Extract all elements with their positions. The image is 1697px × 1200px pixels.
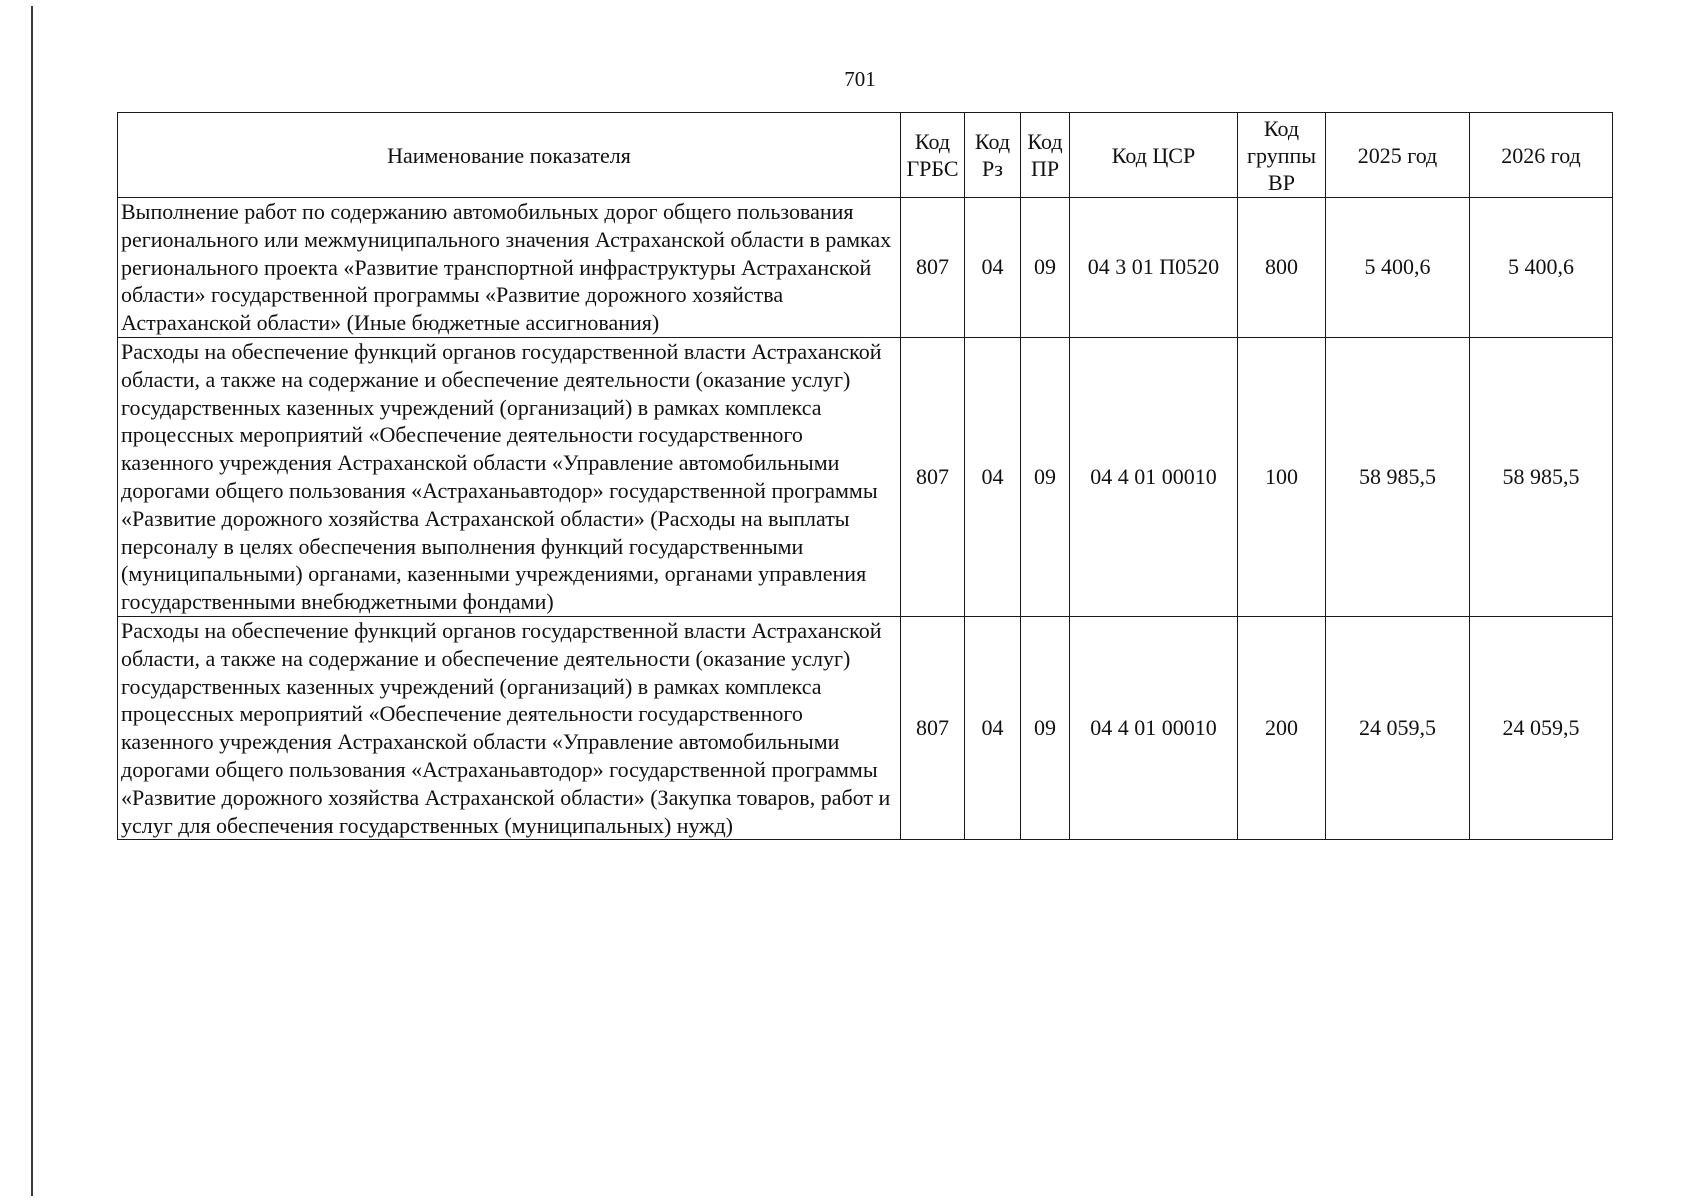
page-margin-line xyxy=(31,6,33,1196)
row-rz: 04 xyxy=(965,198,1021,338)
row-rz: 04 xyxy=(965,337,1021,616)
row-2025: 5 400,6 xyxy=(1326,198,1470,338)
table-header-row xyxy=(118,113,1613,198)
row-pr: 09 xyxy=(1021,337,1070,616)
row-name: Выполнение работ по содержанию автомобильных дорог общего пользования регионального или межмуниципального значения Астраханской области в рамках регионального проекта «Развитие транспортной инфраструктуры Астраханской области» государственной программы «Развитие дорожного хозяйства Астраханской области» (Иные бюджетные ассигнования) xyxy=(118,198,901,338)
header-grbs: Код ГРБС xyxy=(901,113,965,198)
row-2026: 24 059,5 xyxy=(1470,616,1613,839)
row-pr: 09 xyxy=(1021,616,1070,839)
row-csr: 04 4 01 00010 xyxy=(1070,337,1238,616)
row-vr: 200 xyxy=(1238,616,1326,839)
row-grbs: 807 xyxy=(901,198,965,338)
header-vr: Код группы ВР xyxy=(1238,113,1326,198)
header-2026: 2026 год xyxy=(1470,113,1613,198)
row-grbs: 807 xyxy=(901,616,965,839)
row-name: Расходы на обеспечение функций органов государственной власти Астраханской области, а также на содержание и обеспечение деятельности (оказание услуг) государственных казенных учреждений (организаций) в рамках комплекса процессных мероприятий «Обеспечение деятельности государственного казенного учреждения Астраханской области «Управление автомобильными дорогами общего пользования «Астраханьавтодор» государственной программы «Развитие дорожного хозяйства Астраханской области» (Закупка товаров, работ и услуг для обеспечения государственных (муниципальных) нужд) xyxy=(118,616,901,839)
row-csr: 04 3 01 П0520 xyxy=(1070,198,1238,338)
row-vr: 800 xyxy=(1238,198,1326,338)
row-rz: 04 xyxy=(965,616,1021,839)
budget-table xyxy=(117,112,1613,840)
row-pr: 09 xyxy=(1021,198,1070,338)
row-2026: 58 985,5 xyxy=(1470,337,1613,616)
row-name: Расходы на обеспечение функций органов государственной власти Астраханской области, а также на содержание и обеспечение деятельности (оказание услуг) государственных казенных учреждений (организаций) в рамках комплекса процессных мероприятий «Обеспечение деятельности государственного казенного учреждения Астраханской области «Управление автомобильными дорогами общего пользования «Астраханьавтодор» государственной программы «Развитие дорожного хозяйства Астраханской области» (Расходы на выплаты персоналу в целях обеспечения выполнения функций государственными (муниципальными) органами, казенными учреждениями, органами управления государственными внебюджетными фондами) xyxy=(118,337,901,616)
header-pr: Код ПР xyxy=(1021,113,1070,198)
table-row xyxy=(118,198,1613,338)
row-2025: 24 059,5 xyxy=(1326,616,1470,839)
table-row xyxy=(118,337,1613,616)
row-2026: 5 400,6 xyxy=(1470,198,1613,338)
row-grbs: 807 xyxy=(901,337,965,616)
header-name: Наименование показателя xyxy=(118,113,901,198)
header-rz: Код Рз xyxy=(965,113,1021,198)
row-csr: 04 4 01 00010 xyxy=(1070,616,1238,839)
page-number: 701 xyxy=(844,67,876,91)
row-2025: 58 985,5 xyxy=(1326,337,1470,616)
table-row xyxy=(118,616,1613,839)
row-vr: 100 xyxy=(1238,337,1326,616)
header-2025: 2025 год xyxy=(1326,113,1470,198)
header-csr: Код ЦСР xyxy=(1070,113,1238,198)
